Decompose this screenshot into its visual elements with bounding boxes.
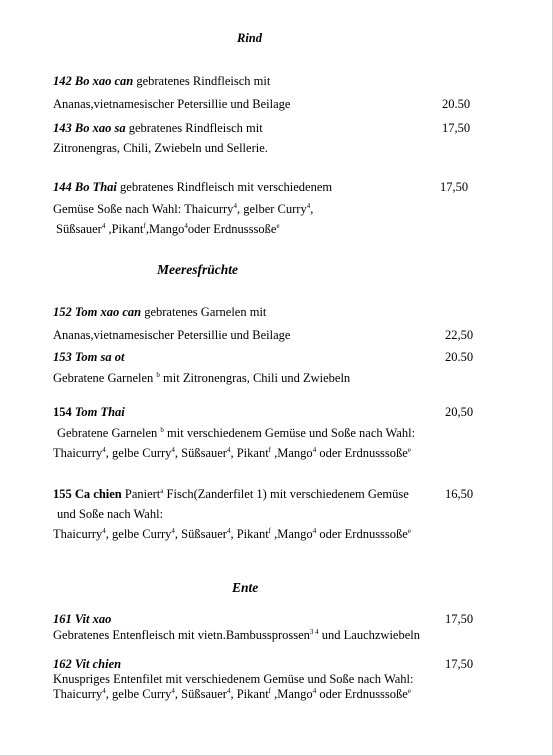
item-161-price: 17,50 [445, 612, 474, 626]
item-142-desc-2: Ananas,vietnamesischer Petersillie und Beilage [53, 97, 291, 111]
item-143-desc-1: gebratenes Rindfleisch mit [125, 121, 263, 135]
item-143-price: 17,50 [442, 121, 471, 135]
item-154-line-1 [53, 405, 125, 420]
item-144-desc-3: Süßsauer$^4$ ,Pikant$^f$,Mango$^4$oder Erdnusssoße$^e$ [56, 221, 280, 236]
item-155-desc-3: Thaicurry$^4$, gelbe Curry$^4$, Süßsauer$^4$, Pikant$^f$ ,Mango$^4$ oder Erdnusssoße$^e$ [53, 526, 411, 541]
item-144-name: 144 Bo Thai [53, 180, 117, 194]
item-162-price: 17,50 [445, 657, 474, 671]
item-142-line-1 [53, 74, 270, 89]
item-162-desc-3: Thaicurry$^4$, gelbe Curry$^4$, Süßsauer$^4$, Pikant$^f$ ,Mango$^4$ oder Erdnusssoße$^e$ [53, 686, 411, 701]
item-142-price: 20.50 [442, 97, 471, 111]
item-162-desc-2: Knuspriges Entenfilet mit verschiedenem Gemüse und Soße nach Wahl: [53, 672, 414, 686]
section-heading-meeresfruechte: Meeresfrüchte [157, 262, 238, 277]
item-154-price: 20,50 [445, 405, 474, 419]
item-152-line-1 [53, 305, 266, 320]
item-144-line-1 [53, 180, 332, 195]
item-152-desc-2: Ananas,vietnamesischer Petersillie und Beilage [53, 328, 291, 342]
item-155-price: 16,50 [445, 487, 474, 501]
item-152-price: 22,50 [445, 328, 474, 342]
item-143-name: 143 Bo xao sa [53, 121, 126, 135]
item-152-name: 152 Tom xao can [53, 305, 142, 319]
item-142-desc-1: gebratenes Rindfleisch mit [133, 74, 271, 88]
item-162-name: 162 Vit chien [53, 657, 122, 671]
item-154-name: Tom Thai [74, 405, 125, 419]
item-154-desc-3: Thaicurry$^4$, gelbe Curry$^4$, Süßsauer$^4$, Pikant$^f$ ,Mango$^4$ oder Erdnusssoße$^e$ [53, 445, 411, 460]
item-144-price: 17,50 [440, 180, 469, 194]
item-143-desc-2: Zitronengras, Chili, Zwiebeln und Sellerie. [53, 141, 268, 155]
item-154-number: 154 [53, 405, 75, 419]
item-144-desc-2: Gemüse Soße nach Wahl: Thaicurry$^4$, gelber Curry$^4$, [53, 201, 314, 216]
item-142-name: 142 Bo xao can [53, 74, 134, 88]
item-153-name: 153 Tom sa ot [53, 350, 125, 364]
item-144-desc-1: gebratenes Rindfleisch mit verschiedenem [116, 180, 333, 194]
item-154-desc-2: Gebratene Garnelen $^b$ mit verschiedenem Gemüse und Soße nach Wahl: [57, 425, 416, 440]
item-155-desc-2: und Soße nach Wahl: [57, 507, 164, 521]
item-155-line-1: 155 Ca chien Paniert$^a$ Fisch(Zanderfilet 1) mit verschiedenem Gemüse [53, 486, 409, 501]
item-143-line-1 [53, 121, 263, 136]
item-153-desc: Gebratene Garnelen $^b$ mit Zitronengras, Chili und Zwiebeln [53, 370, 351, 385]
section-heading-rind: Rind [237, 31, 263, 45]
section-heading-ente: Ente [232, 580, 259, 595]
item-161-name: 161 Vit xao [53, 612, 112, 626]
item-153-price: 20.50 [445, 350, 474, 364]
item-155-name: 155 Ca chien [53, 487, 122, 501]
item-152-desc-1: gebratenes Garnelen mit [141, 305, 267, 319]
item-161-desc: Gebratenes Entenfleisch mit vietn.Bambussprossen$^{3 4}$ und Lauchzwiebeln [53, 627, 420, 642]
